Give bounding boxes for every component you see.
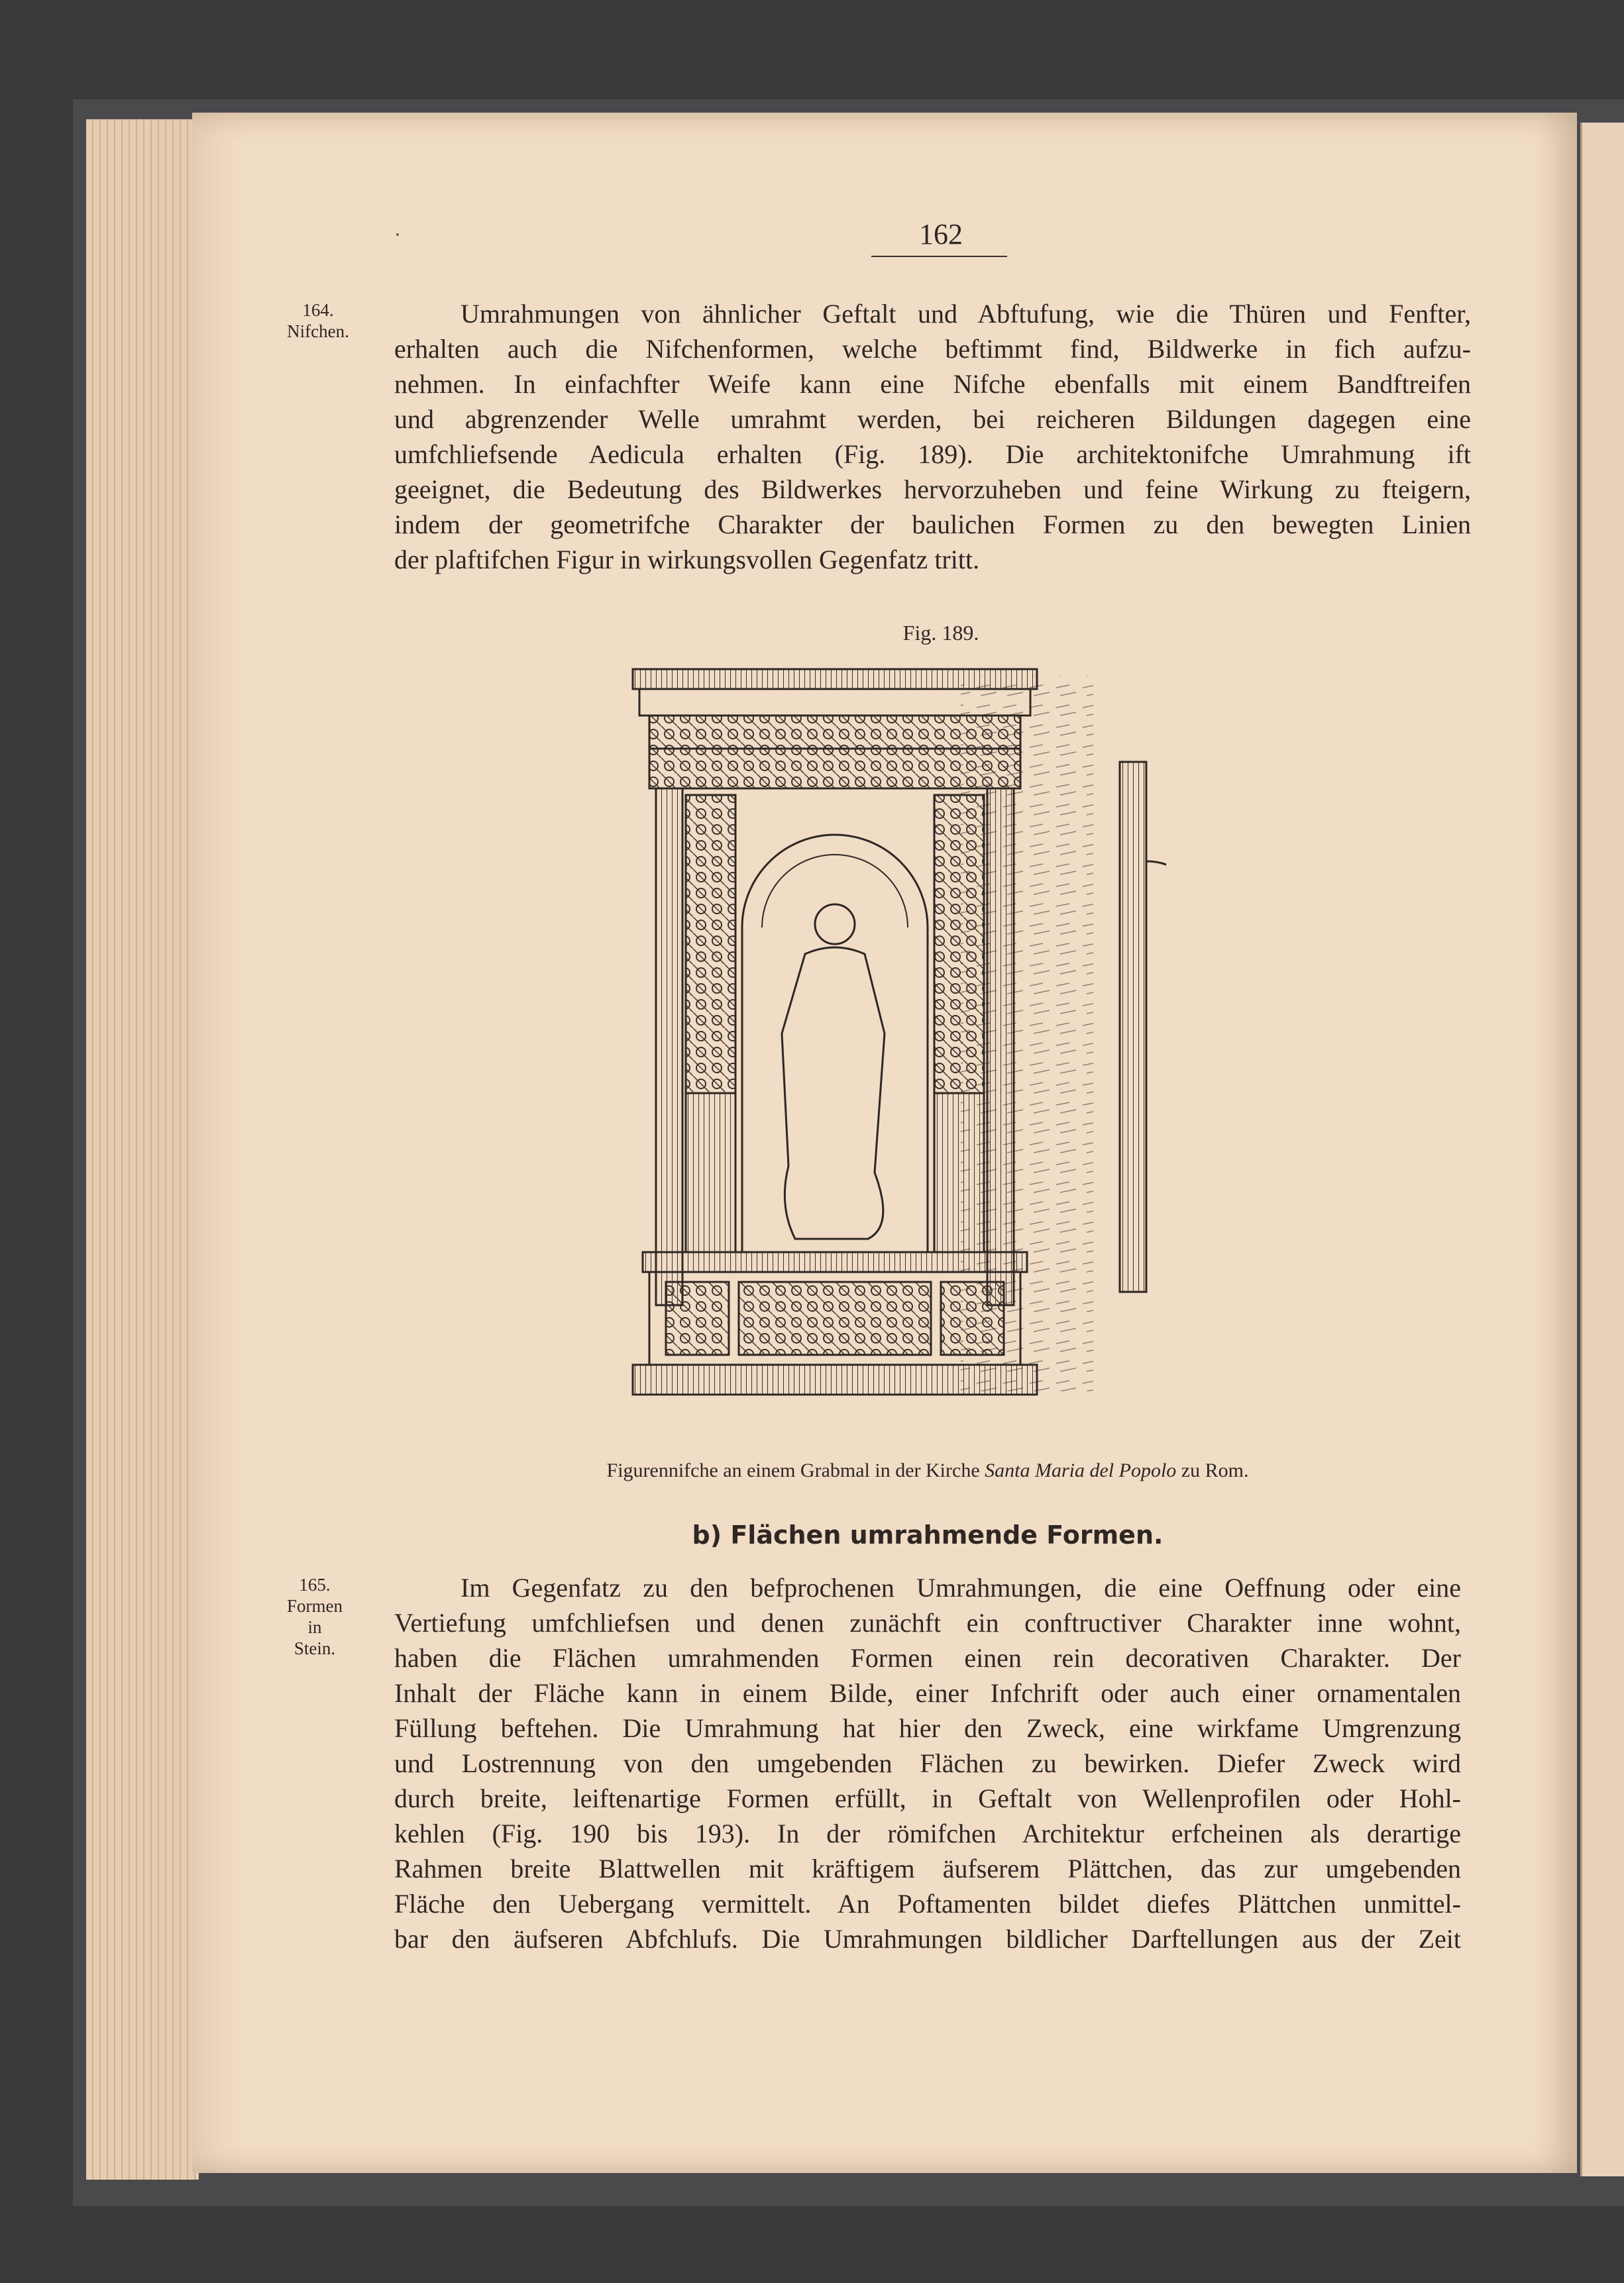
margin-note-title: Nifchen.	[287, 321, 349, 341]
text-line: erhalten auch die Nifchenformen, welche beftimmt find, Bildwerke in fich aufzu-	[394, 334, 1471, 364]
caption-church-name: Santa Maria del Popolo	[985, 1460, 1177, 1481]
text-line: Im Gegenfatz zu den befprochenen Umrahmungen, die eine Oeffnung oder eine	[460, 1573, 1461, 1603]
caption-text: Figurennifche an einem Grabmal in der Kirche	[606, 1460, 985, 1481]
text-line: der plaftifchen Figur in wirkungsvollen Gegenfatz tritt.	[394, 545, 980, 574]
statue	[782, 904, 885, 1239]
section-heading: b) Flächen umrahmende Formen.	[692, 1520, 1164, 1550]
text-line: Füllung beftehen. Die Umrahmung hat hier den Zweck, eine wirkfame Umgrenzung	[394, 1713, 1461, 1743]
margin-note-165	[265, 1574, 364, 1659]
margin-note-title: Stein.	[294, 1638, 336, 1658]
margin-note-title: in	[307, 1617, 322, 1637]
text-line: bar den äufseren Abfchlufs. Die Umrahmungen bildlicher Darftellungen aus der Zeit	[394, 1924, 1461, 1954]
text-line: indem der geometrifche Charakter der baulichen Formen zu den bewegten Linien	[394, 509, 1471, 539]
speck	[396, 233, 399, 236]
facing-page-edge	[1580, 123, 1624, 2176]
paragraph-165	[394, 1570, 1461, 1956]
text-line: haben die Flächen umrahmenden Formen einen rein decorativen Charakter. Der	[394, 1643, 1461, 1673]
caption-text-end: zu Rom.	[1176, 1460, 1249, 1481]
margin-note-title: Formen	[287, 1596, 343, 1616]
text-line: kehlen (Fig. 190 bis 193). In der römifchen Architektur erfcheinen als derartige	[394, 1819, 1461, 1848]
paragraph-164	[394, 296, 1471, 577]
page-number: 162	[919, 218, 963, 250]
margin-note-164	[268, 299, 368, 342]
text-line: Inhalt der Fläche kann in einem Bilde, einer Infchrift oder auch einer ornamentalen	[394, 1678, 1461, 1708]
figure-niche-engraving	[629, 663, 1166, 1438]
page-number-rule	[871, 256, 1007, 257]
text-line: Vertiefung umfchliefsen und denen zunächft ein conftructiver Charakter inne wohnt,	[394, 1608, 1461, 1638]
text-line: und Lostrennung von den umgebenden Flächen zu bewirken. Diefer Zweck wird	[394, 1748, 1461, 1778]
text-line: Rahmen breite Blattwellen mit kräftigem äufserem Plättchen, das zur umgebenden	[394, 1854, 1461, 1884]
text-line: und abgrenzender Welle umrahmt werden, bei reicheren Bildungen dagegen eine	[394, 404, 1471, 434]
text-line: umfchliefsende Aedicula erhalten (Fig. 189). Die architektonifche Umrahmung ift	[394, 439, 1471, 469]
text-line: geeignet, die Bedeutung des Bildwerkes hervorzuheben und feine Wirkung zu fteigern,	[394, 474, 1471, 504]
text-line: Umrahmungen von ähnlicher Geftalt und Abftufung, wie die Thüren und Fenfter,	[460, 299, 1471, 329]
margin-note-number: 164.	[302, 300, 334, 320]
margin-note-number: 165.	[299, 1575, 331, 1595]
text-line: durch breite, leiftenartige Formen erfüllt, in Geftalt von Wellenprofilen oder Hohl-	[394, 1783, 1461, 1813]
figure-caption	[464, 1458, 1391, 1484]
page-edges	[86, 119, 199, 2180]
text-line: nehmen. In einfachfter Weife kann eine Nifche ebenfalls mit einem Bandftreifen	[394, 369, 1471, 399]
text-line: Fläche den Uebergang vermittelt. An Poftamenten bildet diefes Plättchen unmittel-	[394, 1889, 1461, 1919]
figure-label: Fig. 189.	[902, 621, 979, 645]
